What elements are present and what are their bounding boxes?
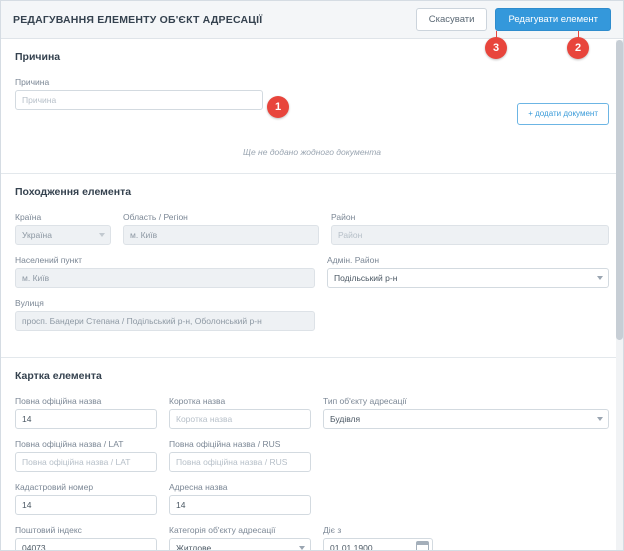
- full-name-lat-label: Повна офіційна назва / LAT: [15, 439, 124, 449]
- reason-input[interactable]: [15, 90, 263, 110]
- region-label: Область / Регіон: [123, 212, 188, 222]
- window-header: [1, 1, 623, 39]
- category-label: Категорія об'єкту адресації: [169, 525, 276, 535]
- reason-field: [15, 77, 263, 110]
- no-documents-text: Ще не додано жодного документа: [243, 147, 381, 157]
- postal-index-label: Поштовий індекс: [15, 525, 82, 535]
- origin-row-1: [15, 212, 609, 245]
- full-name-field: [15, 396, 157, 429]
- full-name-label: Повна офіційна назва: [15, 396, 102, 406]
- region-field: [123, 212, 319, 245]
- admin-district-label: Адмін. Район: [327, 255, 380, 265]
- reason-section-title: Причина: [15, 51, 61, 63]
- address-name-input[interactable]: [169, 495, 311, 515]
- full-name-rus-label: Повна офіційна назва / RUS: [169, 439, 281, 449]
- cadastral-number-input[interactable]: [15, 495, 157, 515]
- object-type-label: Тип об'єкту адресації: [323, 396, 407, 406]
- short-name-field: [169, 396, 311, 429]
- region-input[interactable]: [123, 225, 319, 245]
- short-name-label: Коротка назва: [169, 396, 226, 406]
- category-select-wrap[interactable]: [169, 538, 311, 551]
- card-section: [1, 358, 623, 551]
- cancel-button[interactable]: Скасувати: [416, 8, 488, 32]
- object-type-field: [323, 396, 609, 429]
- date-from-wrap[interactable]: [323, 538, 433, 551]
- header-actions: [416, 8, 611, 32]
- street-label: Вулиця: [15, 298, 44, 308]
- date-from-label: Діє з: [323, 525, 342, 535]
- country-label: Країна: [15, 212, 42, 222]
- country-field: [15, 212, 111, 245]
- district-label: Район: [331, 212, 356, 222]
- reason-section: [1, 39, 623, 174]
- scrollbar-thumb[interactable]: [616, 40, 623, 340]
- callout-badge-1: 1: [267, 96, 289, 118]
- admin-district-field: [327, 255, 609, 288]
- object-type-select-wrap[interactable]: [323, 409, 609, 429]
- postal-index-input[interactable]: [15, 538, 157, 551]
- district-field: [331, 212, 609, 245]
- submit-edit-button[interactable]: Редагувати елемент: [495, 8, 611, 32]
- full-name-input[interactable]: [15, 409, 157, 429]
- full-name-lat-input[interactable]: [15, 452, 157, 472]
- origin-section: [1, 174, 623, 358]
- origin-section-title: Походження елемента: [15, 186, 132, 198]
- country-select[interactable]: [15, 225, 111, 245]
- full-name-lat-field: [15, 439, 157, 472]
- card-row-4: [15, 525, 609, 551]
- add-document-wrap: [517, 103, 609, 125]
- street-field: [15, 298, 315, 331]
- page-title: РЕДАГУВАННЯ ЕЛЕМЕНТУ ОБ'ЄКТ АДРЕСАЦІЇ: [13, 13, 263, 26]
- callout-badge-3: 3: [485, 37, 507, 59]
- reason-row: [15, 77, 609, 125]
- callout-badge-2: 2: [567, 37, 589, 59]
- country-select-wrap[interactable]: [15, 225, 111, 245]
- address-name-label: Адресна назва: [169, 482, 228, 492]
- cadastral-number-label: Кадастровий номер: [15, 482, 94, 492]
- object-type-select[interactable]: [323, 409, 609, 429]
- card-section-title: Картка елемента: [15, 370, 102, 382]
- address-name-field: [169, 482, 311, 515]
- street-input[interactable]: [15, 311, 315, 331]
- full-name-rus-input[interactable]: [169, 452, 311, 472]
- card-row-2-spacer: [323, 439, 609, 472]
- origin-row-3-spacer: [327, 298, 609, 331]
- full-name-rus-field: [169, 439, 311, 472]
- calendar-icon[interactable]: [416, 541, 429, 551]
- short-name-input[interactable]: [169, 409, 311, 429]
- cadastral-number-field: [15, 482, 157, 515]
- card-row-3-spacer: [323, 482, 609, 515]
- category-field: [169, 525, 311, 551]
- origin-row-3: [15, 298, 609, 331]
- category-select[interactable]: [169, 538, 311, 551]
- settlement-input[interactable]: [15, 268, 315, 288]
- add-document-button[interactable]: + додати документ: [517, 103, 609, 125]
- card-row-3: [15, 482, 609, 515]
- admin-district-select-wrap[interactable]: [327, 268, 609, 288]
- settlement-label: Населений пункт: [15, 255, 83, 265]
- admin-district-select[interactable]: [327, 268, 609, 288]
- postal-index-field: [15, 525, 157, 551]
- card-row-2: [15, 439, 609, 472]
- reason-label: Причина: [15, 77, 50, 87]
- origin-row-2: [15, 255, 609, 288]
- date-from-field: [323, 525, 433, 551]
- district-input[interactable]: [331, 225, 609, 245]
- card-row-1: [15, 396, 609, 429]
- settlement-field: [15, 255, 315, 288]
